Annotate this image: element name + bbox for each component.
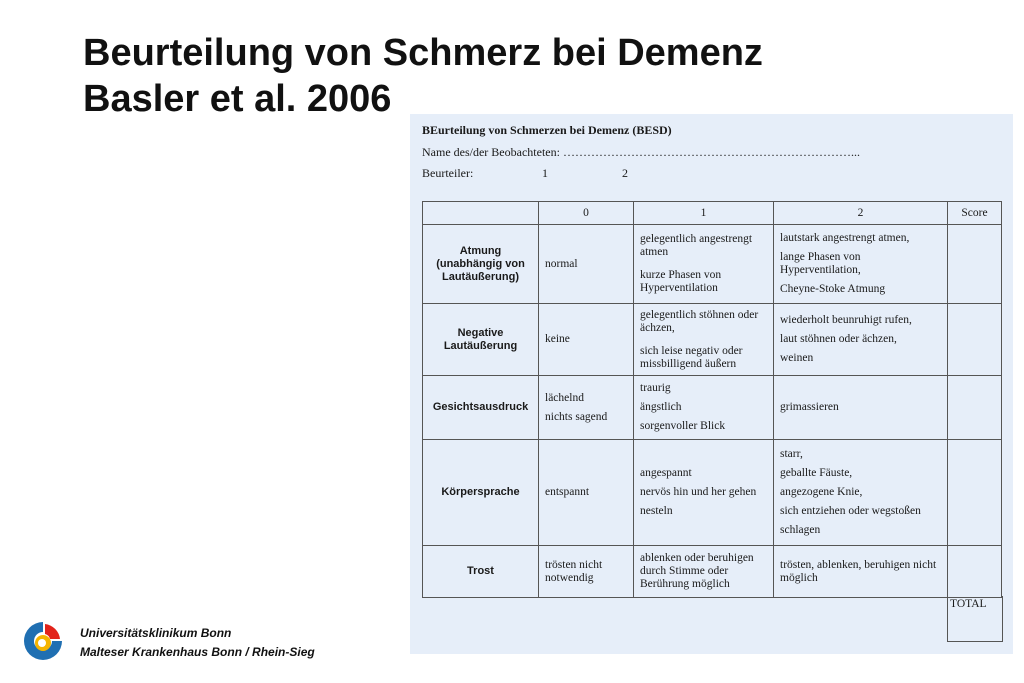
cell-text: keine — [545, 333, 570, 345]
cell-text: ablenken oder beruhigen durch Stimme oder Berührung möglich — [640, 552, 754, 590]
score-cell[interactable] — [948, 304, 1002, 376]
table-row — [423, 376, 1002, 440]
score-0-cell — [539, 304, 634, 376]
besd-form-scan — [410, 114, 1013, 654]
cell-text: angespannt — [640, 467, 692, 479]
score-0-cell — [539, 546, 634, 598]
table-row — [423, 546, 1002, 598]
row-label: Körpersprache — [423, 440, 539, 546]
cell-text: entspannt — [545, 486, 590, 498]
logo-center — [38, 639, 46, 647]
score-2-cell — [774, 225, 948, 304]
score-cell[interactable] — [948, 225, 1002, 304]
patient-name-line — [422, 145, 860, 160]
cell-text: normal — [545, 257, 578, 270]
column-header: 2 — [774, 202, 948, 225]
table-row — [423, 225, 1002, 304]
table-row — [423, 304, 1002, 376]
score-0-cell — [539, 440, 634, 546]
cell-text: lautstark angestrengt atmen, — [780, 232, 910, 244]
cell-text: laut stöhnen oder ächzen, — [780, 333, 897, 345]
cell-text: gelegentlich stöhnen oder ächzen, — [640, 308, 759, 334]
row-label: Atmung (unabhängig von Lautäußerung) — [423, 225, 539, 304]
cell-text: nervös hin und her gehen — [640, 486, 757, 498]
slide-title-line-2: Basler et al. 2006 — [83, 78, 392, 120]
cell-text: trösten nicht notwendig — [545, 558, 603, 584]
cell-text: angezogene Knie, — [780, 486, 863, 498]
score-2-cell — [774, 376, 948, 440]
score-cell[interactable] — [948, 376, 1002, 440]
cell-text: geballte Fäuste, — [780, 467, 853, 479]
footer-line-2: Malteser Krankenhaus Bonn / Rhein-Sieg — [80, 645, 315, 659]
slide-title — [83, 30, 843, 122]
score-1-cell — [634, 546, 774, 598]
score-2-cell — [774, 546, 948, 598]
slide-title-line-1: Beurteilung von Schmerz bei Demenz — [83, 32, 763, 74]
cell-text: sich entziehen oder wegstoßen — [780, 505, 921, 517]
cell-text: kurze Phasen von Hyperventilation — [640, 269, 722, 294]
cell-text: nesteln — [640, 505, 673, 517]
cell-text: sich leise negativ oder missbilligend äußern — [640, 344, 743, 370]
column-header: Score — [948, 202, 1002, 225]
rater-option-2: 2 — [622, 166, 628, 180]
total-score-box[interactable] — [947, 596, 1003, 642]
cell-text: starr, — [780, 448, 803, 460]
column-header: 1 — [634, 202, 774, 225]
score-1-cell — [634, 225, 774, 304]
rater-label: Beurteiler: — [422, 166, 474, 180]
score-cell[interactable] — [948, 440, 1002, 546]
cell-text: grimassieren — [780, 401, 839, 413]
institution-footer — [80, 624, 315, 662]
hospital-logo-icon — [22, 620, 64, 662]
cell-text: nichts sagend — [545, 410, 608, 423]
cell-text: ängstlich — [640, 401, 682, 413]
besd-table — [422, 201, 1002, 598]
column-header: 0 — [539, 202, 634, 225]
table-header-row — [423, 202, 1002, 225]
cell-text: lächelnd — [545, 391, 584, 404]
cell-text: trösten, ablenken, beruhigen nicht möglich — [780, 558, 937, 584]
cell-text: weinen — [780, 352, 814, 364]
score-1-cell — [634, 304, 774, 376]
cell-text: schlagen — [780, 524, 821, 536]
score-0-cell — [539, 225, 634, 304]
footer-line-1: Universitätsklinikum Bonn — [80, 626, 232, 640]
row-label: Gesichtsausdruck — [423, 376, 539, 440]
cell-text: sorgenvoller Blick — [640, 420, 726, 432]
cell-text: gelegentlich angestrengt atmen — [640, 233, 753, 258]
table-row — [423, 440, 1002, 546]
cell-text: wiederholt beunruhigt rufen, — [780, 314, 912, 326]
patient-name-dots: ………………………………………………………………... — [562, 145, 860, 159]
score-2-cell — [774, 304, 948, 376]
score-2-cell — [774, 440, 948, 546]
score-1-cell — [634, 440, 774, 546]
form-title: BEurteilung von Schmerzen bei Demenz (BESD) — [422, 123, 672, 137]
rater-option-1: 1 — [542, 166, 548, 180]
cell-text: lange Phasen von Hyperventilation, — [780, 251, 861, 276]
cell-text: Cheyne-Stoke Atmung — [780, 283, 886, 295]
row-label: Negative Lautäußerung — [423, 304, 539, 376]
total-label: TOTAL — [950, 598, 987, 610]
score-cell[interactable] — [948, 546, 1002, 598]
patient-name-label: Name des/der Beobachteten: — [422, 145, 560, 159]
score-0-cell — [539, 376, 634, 440]
row-label: Trost — [423, 546, 539, 598]
column-header — [423, 202, 539, 225]
cell-text: traurig — [640, 382, 671, 394]
score-1-cell — [634, 376, 774, 440]
